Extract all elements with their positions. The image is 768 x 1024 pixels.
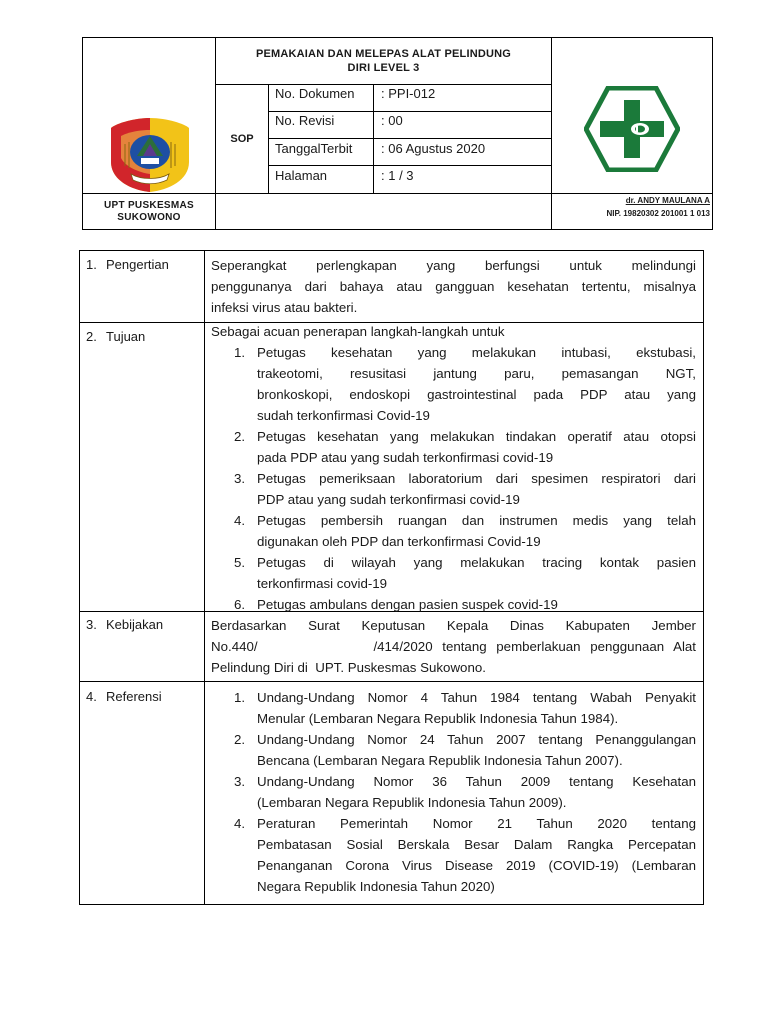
list-number: 1.	[234, 690, 246, 705]
list-item	[234, 771, 696, 813]
text-line: digunakan oleh PDP dan terkonfirmasi Covid-19	[257, 534, 541, 549]
section-number: 2.	[86, 329, 97, 344]
text-line: PDP atau yang sudah terkonfirmasi covid-19	[257, 492, 520, 507]
text-line: Seperangkat perlengkapan yang berfungsi untuk melindungi	[211, 258, 696, 273]
text-line: Petugas pembersih ruangan dan instrumen medis yang telah	[257, 513, 696, 528]
text-line: Berdasarkan Surat Keputusan Kepala Dinas Kabupaten Jember	[211, 618, 696, 633]
head-nip: NIP. 19820302 201001 1 013	[606, 209, 710, 218]
text-line: Penanganan Corona Virus Disease 2019 (COVID-19) (Lembaran	[257, 858, 696, 873]
text-line: Pembatasan Sosial Berskala Besar Dalam Rangka Percepatan	[257, 837, 696, 852]
regency-crest-icon	[107, 114, 193, 194]
unit-name: UPT PUSKESMAS SUKOWONO	[103, 200, 195, 223]
kebijakan-text	[211, 615, 696, 678]
text-line: sudah terkonfirmasi Covid-19	[257, 408, 430, 423]
list-item	[234, 813, 696, 897]
divider	[373, 84, 374, 194]
sop-header	[82, 37, 713, 230]
list-item	[234, 510, 696, 552]
list-item	[234, 687, 696, 729]
list-number: 6.	[234, 597, 246, 612]
head-name: dr. ANDY MAULANA A	[625, 196, 710, 205]
sop-label: SOP	[230, 132, 254, 145]
section-label-tujuan	[86, 329, 145, 344]
list-item	[234, 729, 696, 771]
section-number: 1.	[86, 257, 97, 272]
divider	[80, 681, 703, 682]
list-item	[234, 342, 696, 426]
section-label-pengertian	[86, 257, 169, 272]
text-line: Peraturan Pemerintah Nomor 21 Tahun 2020 tentang	[257, 816, 696, 831]
divider	[269, 111, 551, 112]
text-line: terkonfirmasi covid-19	[257, 576, 388, 591]
section-title: Kebijakan	[106, 617, 164, 632]
section-title: Tujuan	[106, 329, 146, 344]
list-number: 5.	[234, 555, 246, 570]
text-line: Negara Republik Indonesia Tahun 2020)	[257, 879, 495, 894]
meta-label-no-revisi: No. Revisi	[275, 113, 335, 128]
divider	[269, 138, 551, 139]
puskesmas-logo-icon	[584, 86, 680, 172]
text-line: (Lembaran Negara Republik Indonesia Tahun 2009).	[257, 795, 567, 810]
meta-value-halaman: : 1 / 3	[381, 168, 414, 183]
meta-label-halaman: Halaman	[275, 168, 328, 183]
meta-value-no-revisi: : 00	[381, 113, 403, 128]
text-line: infeksi virus atau bakteri.	[211, 300, 358, 315]
document-title: PEMAKAIAN DAN MELEPAS ALAT PELINDUNG DIRI LEVEL 3	[255, 48, 512, 74]
list-number: 4.	[234, 816, 246, 831]
divider	[204, 251, 205, 904]
sop-content-table	[79, 250, 704, 905]
text-line: Undang-Undang Nomor 4 Tahun 1984 tentang Wabah Penyakit	[257, 690, 696, 705]
divider	[268, 84, 269, 194]
list-number: 3.	[234, 471, 246, 486]
text-line: pada PDP atau yang sudah terkonfirmasi covid-19	[257, 450, 554, 465]
text-line: Pelindung Diri di UPT. Puskesmas Sukowono.	[211, 660, 486, 675]
list-item	[234, 594, 696, 615]
text-line: Undang-Undang Nomor 36 Tahun 2009 tentang Kesehatan	[257, 774, 696, 789]
text-line: Petugas di wilayah yang melakukan tracing kontak pasien	[257, 555, 696, 570]
list-number: 1.	[234, 345, 246, 360]
list-number: 4.	[234, 513, 246, 528]
section-number: 3.	[86, 617, 97, 632]
text-line: Petugas kesehatan yang melakukan tindakan operatif atau otopsi	[257, 429, 696, 444]
text-line: Petugas kesehatan yang melakukan intubasi, ekstubasi,	[257, 345, 696, 360]
text-line: penggunanya dari bahaya atau gangguan kesehatan tertentu, misalnya	[211, 279, 696, 294]
list-item	[234, 468, 696, 510]
section-title: Pengertian	[106, 257, 169, 272]
text-line: Petugas ambulans dengan pasien suspek covid-19	[257, 597, 558, 612]
text-line: No.440/ /414/2020 tentang pemberlakuan penggunaan Alat	[211, 639, 696, 654]
text-line: Menular (Lembaran Negara Republik Indonesia Tahun 1984).	[257, 711, 619, 726]
pengertian-text	[211, 255, 696, 318]
list-item	[234, 552, 696, 594]
text-line: Bencana (Lembaran Negara Republik Indonesia Tahun 2007).	[257, 753, 623, 768]
meta-value-no-dokumen: : PPI-012	[381, 86, 436, 101]
divider	[269, 165, 551, 166]
text-line: trakeotomi, resusitasi jantung paru, pemasangan NGT,	[257, 366, 696, 381]
tujuan-intro: Sebagai acuan penerapan langkah-langkah untuk	[211, 324, 505, 339]
meta-label-tanggal-terbit: TanggalTerbit	[275, 141, 353, 156]
text-line: Undang-Undang Nomor 24 Tahun 2007 tentang Penanggulangan	[257, 732, 696, 747]
list-item	[234, 426, 696, 468]
meta-label-no-dokumen: No. Dokumen	[275, 86, 355, 101]
section-number: 4.	[86, 689, 97, 704]
list-number: 2.	[234, 429, 246, 444]
section-label-kebijakan	[86, 617, 163, 632]
section-label-referensi	[86, 689, 162, 704]
section-title: Referensi	[106, 689, 162, 704]
list-number: 2.	[234, 732, 246, 747]
meta-value-tanggal-terbit: : 06 Agustus 2020	[381, 141, 486, 156]
text-line: Petugas pemeriksaan laboratorium dari spesimen respiratori dari	[257, 471, 696, 486]
list-number: 3.	[234, 774, 246, 789]
text-line: bronkoskopi, endoskopi gastrointestinal pada PDP atau yang	[257, 387, 696, 402]
